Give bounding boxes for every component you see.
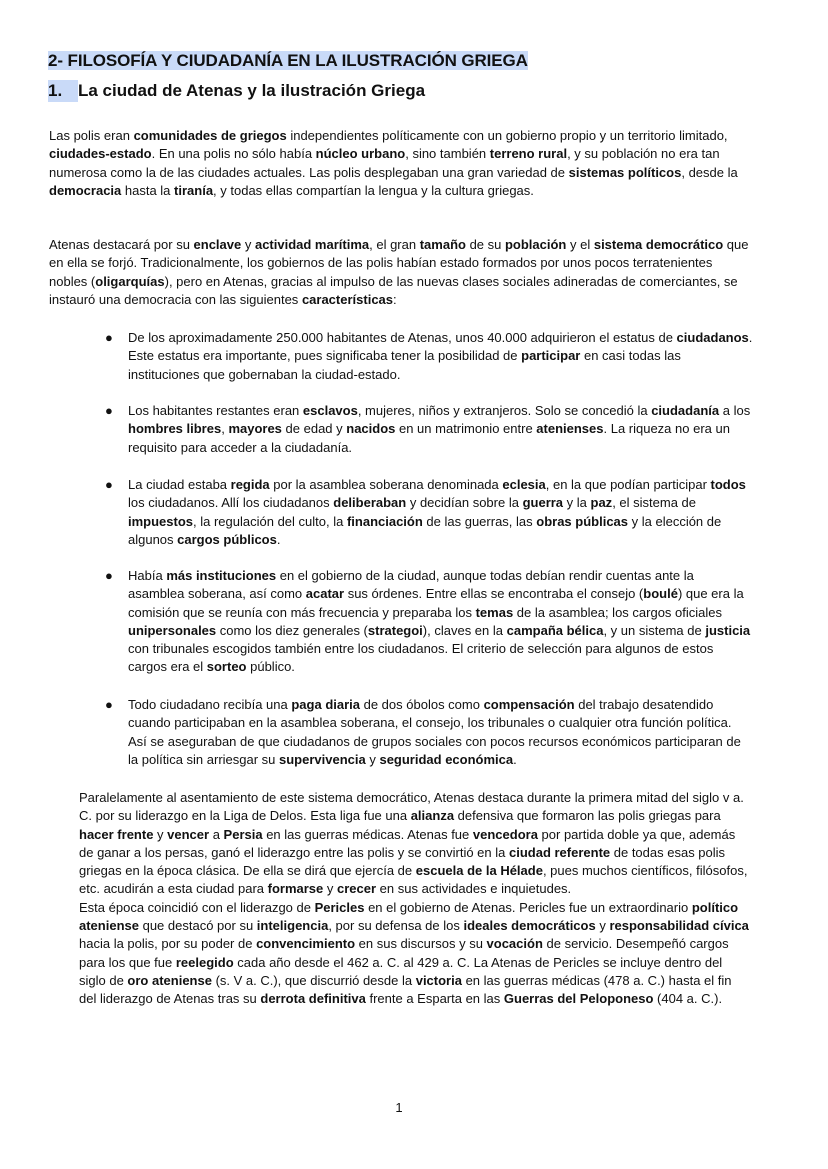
list-item [105, 402, 753, 457]
subsection-number: 1. [48, 80, 78, 102]
list-item-text: Había más instituciones en el gobierno de la ciudad, aunque todas debían rendir cuentas ante la asamblea soberana, así como acatar sus órdenes. Entre ellas se encontraba el consejo (boulé) que era la comisión que se reunía con más frecuencia y preparaba los temas de la asamblea; los cargos oficiales unipersonales como los diez generales (strategoi), claves en la campaña bélica, y un sistema de justicia con tribunales escogidos también entre los ciudadanos. El criterio de selección para algunos de estos cargos era el sorteo público. [128, 568, 751, 675]
list-item [105, 329, 753, 384]
list-item [105, 567, 753, 677]
paragraph-pericles: Paralelamente al asentamiento de este sistema democrático, Atenas destaca durante la primera mitad del siglo v a. C. por su liderazgo en la Liga de Delos. Esta liga fue una alianza defensiva que formaron las polis griegas para hacer frente y vencer a Persia en las guerras médicas. Atenas fue vencedora por partida doble ya que, además de ganar a los persas, ganó el liderazgo entre las polis y se convirtió en la ciudad referente de todas esas polis griegas en la época clásica. De ella se dirá que ejercía de escuela de la Hélade, pues muchos científicos, filósofos, etc. acudirán a esta ciudad para formarse y crecer en sus actividades e inquietudes. Esta época coincidió con el liderazgo de Pericles en el gobierno de Atenas. Pericles fue un extraordinario político ateniense que destacó por su inteligencia, por su defensa de los ideales democráticos y responsabilidad cívica hacia la polis, por su poder de convencimiento en sus discursos y su vocación de servicio. Desempeñó cargos para los que fue reelegido cada año desde el 462 a. C. al 429 a. C. La Atenas de Pericles se incluye dentro del siglo de oro ateniense (s. V a. C.), que discurrió desde la victoria en las guerras médicas (478 a. C.) hasta el fin del liderazgo de Atenas tras su derrota definitiva frente a Esparta en las Guerras del Peloponeso (404 a. C.). [79, 790, 749, 1007]
subsection-heading [48, 80, 425, 102]
bullet-dot-icon: ● [105, 697, 113, 712]
section-heading-text: 2- FILOSOFÍA Y CIUDADANÍA EN LA ILUSTRACIÓN GRIEGA [48, 51, 528, 70]
list-item-text: La ciudad estaba regida por la asamblea soberana denominada eclesia, en la que podían participar todos los ciudadanos. Allí los ciudadanos deliberaban y decidían sobre la guerra y la paz, el sistema de impuestos, la regulación del culto, la financiación de las guerras, las obras públicas y la elección de algunos cargos públicos. [128, 477, 746, 547]
list-item-text: Los habitantes restantes eran esclavos, mujeres, niños y extranjeros. Solo se concedió la ciudadanía a los hombres libres, mayores de edad y nacidos en un matrimonio entre atenienses. La riqueza no era un requisito para acceder a la ciudadanía. [128, 403, 751, 455]
section-heading [48, 50, 528, 72]
bullet-dot-icon: ● [105, 403, 113, 418]
paragraph-atenas: Atenas destacará por su enclave y actividad marítima, el gran tamaño de su población y el sistema democrático que en ella se forjó. Tradicionalmente, los gobiernos de las polis habían estado formados por unos pocos terratenientes nobles (oligarquías), pero en Atenas, gracias al impulso de las nuevas clases sociales adineradas de comerciantes, se instauró una democracia con las siguientes características: [49, 237, 749, 307]
list-item [105, 476, 753, 549]
list-item-text: De los aproximadamente 250.000 habitantes de Atenas, unos 40.000 adquirieron el estatus de ciudadanos. Este estatus era importante, pues significaba tener la posibilidad de participar en casi todas las instituciones que gobernaban la ciudad-estado. [128, 330, 753, 382]
list-item-text: Todo ciudadano recibía una paga diaria de dos óbolos como compensación del trabajo desatendido cuando participaban en la asamblea soberana, el consejo, los tribunales o cualquier otra función política. Así se aseguraban de que ciudadanos de grupos sociales con pocos recursos económicos participaran de la política sin arriesgar su supervivencia y seguridad económica. [128, 697, 741, 767]
bullet-dot-icon: ● [105, 568, 113, 583]
page-number: 1 [395, 1100, 403, 1115]
paragraph-polis: Las polis eran comunidades de griegos independientes políticamente con un gobierno propio y un territorio limitado, ciudades-estado. En una polis no sólo había núcleo urbano, sino también terreno rural, y su población no era tan numerosa como la de las ciudades actuales. Las polis desplegaban una gran variedad de sistemas políticos, desde la democracia hasta la tiranía, y todas ellas compartían la lengua y la cultura griegas. [49, 128, 738, 198]
bullet-dot-icon: ● [105, 477, 113, 492]
bullet-dot-icon: ● [105, 330, 113, 345]
list-item [105, 696, 753, 769]
subsection-title: La ciudad de Atenas y la ilustración Griega [78, 81, 426, 100]
